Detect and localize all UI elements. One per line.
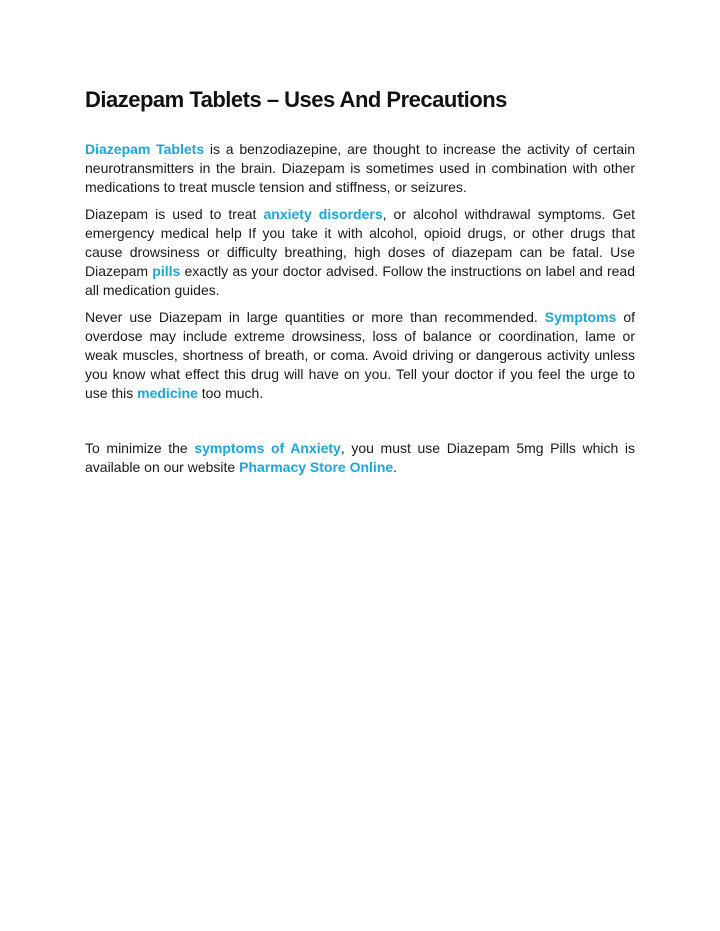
paragraph-text: of overdose may include extreme drowsiness, loss of balance or coordination, lame or weak muscles, shortness of breath, or coma. Avoid driving or dangerous activity unless you know what effect this drug will have on you. Tell your doctor if you feel the urge to use this: [85, 309, 635, 401]
link-symptoms-of-anxiety[interactable]: symptoms of Anxiety: [194, 440, 341, 456]
paragraph-text: too much.: [197, 385, 264, 401]
paragraph-text: Diazepam is used to treat: [85, 206, 264, 222]
link-pharmacy-store-online[interactable]: Pharmacy Store Online: [239, 459, 394, 475]
paragraph-text: .: [393, 459, 398, 475]
paragraph-text: Never use Diazepam in large quantities or more than recommended.: [85, 309, 545, 325]
document-title: Diazepam Tablets – Uses And Precautions: [85, 87, 507, 112]
document-body: [85, 140, 635, 477]
link-symptoms[interactable]: Symptoms: [544, 309, 617, 325]
paragraph-text: exactly as your doctor advised. Follow the instructions on label and read all medication guides.: [85, 263, 635, 298]
paragraph-text: To minimize the: [85, 440, 195, 456]
link-pills[interactable]: pills: [152, 263, 181, 279]
paragraph-2: [85, 205, 635, 300]
link-medicine[interactable]: medicine: [137, 385, 198, 401]
paragraph-text: , or alcohol withdrawal symptoms. Get emergency medical help If you take it with alcohol, opioid drugs, or other drugs that cause drowsiness or difficulty breathing, high doses of diazepam can be fatal. Use Diazepam: [85, 206, 635, 279]
paragraph-4: [85, 439, 635, 477]
paragraph-1: [85, 140, 635, 197]
link-diazepam-tablets[interactable]: Diazepam Tablets: [85, 141, 205, 157]
link-anxiety-disorders[interactable]: anxiety disorders: [263, 206, 383, 222]
paragraph-text: , you must use Diazepam 5mg Pills which is available on our website: [85, 440, 635, 475]
document-page: [85, 86, 635, 485]
paragraph-3: [85, 308, 635, 403]
paragraph-text: is a benzodiazepine, are thought to increase the activity of certain neurotransmitters in the brain. Diazepam is sometimes used in combination with other medications to treat muscle tension and stiffness, or seizures.: [85, 141, 635, 195]
